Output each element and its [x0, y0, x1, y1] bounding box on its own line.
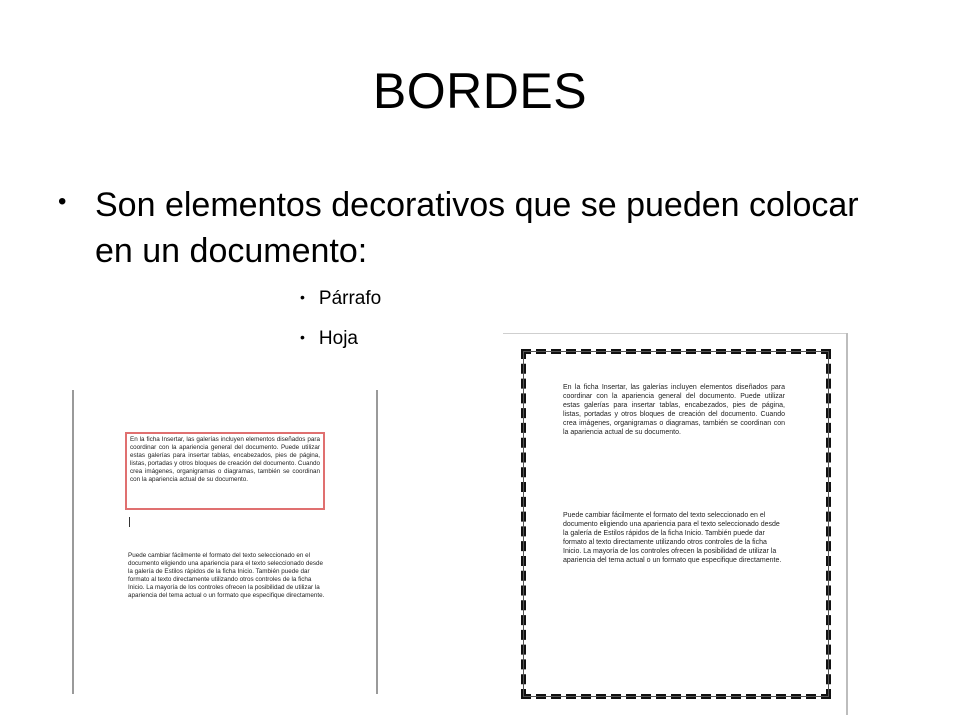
paragraph-text: En la ficha Insertar, las galerías incluyen elementos diseñados para coordinar con la apariencia general del documento. Puede utilizar estas galerías para insertar tablas, encabezados, pies de página, listas, portadas y otros bloques de creación del documento. Cuando crea imágenes, organigramas o diagramas, también se coordinan con la apariencia actual de su documento. [130, 436, 320, 484]
bordered-paragraph [125, 432, 325, 510]
sub-bullet-label: Párrafo [318, 288, 382, 309]
sub-bullet-hoja [300, 327, 358, 351]
main-bullet [58, 182, 878, 274]
text-cursor [129, 517, 130, 527]
paragraph-text: En la ficha Insertar, las galerías incluyen elementos diseñados para coordinar con la apariencia general del documento. Puede utilizar estas galerías para insertar tablas, encabezados, pies de página, listas, portadas y otros bloques de creación del documento. Cuando crea imágenes, organigramas o diagramas, también se coordinan con la apariencia actual de su documento. [563, 384, 785, 437]
paragraph-text: Puede cambiar fácilmente el formato del texto seleccionado en el documento eligiendo una apariencia para el texto seleccionado desde la galería de Estilos rápidos de la ficha Inicio. También puede dar formato al texto directamente utilizando otros controles de la ficha Inicio. La mayoría de los controles ofrecen la posibilidad de utilizar la apariencia del tema actual o un formato que especifique directamente. [128, 552, 325, 600]
page-paragraph-2 [563, 511, 785, 566]
page-paragraph-1 [563, 383, 785, 438]
page-edge-right [376, 390, 378, 694]
slide-title: BORDES [372, 63, 588, 119]
bullet-dot-icon: • [300, 289, 305, 305]
page-edge-right [846, 333, 848, 715]
plain-paragraph [128, 552, 328, 601]
sub-bullet-parrafo [300, 287, 381, 311]
paragraph-text: Puede cambiar fácilmente el formato del texto seleccionado en el documento eligiendo una apariencia para el texto seleccionado desde la galería de Estilos rápidos de la ficha Inicio. También puede dar formato al texto directamente utilizando otros controles de la ficha Inicio. La mayoría de los controles ofrecen la posibilidad de utilizar la apariencia del tema actual o un formato que especifique directamente. [563, 512, 782, 565]
bullet-dot-icon: • [58, 188, 67, 215]
paragraph-border-example [72, 390, 380, 694]
sub-bullet-label: Hoja [318, 328, 358, 349]
page-border-example [503, 333, 848, 715]
page-edge-left [72, 390, 74, 694]
main-bullet-text: Son elementos decorativos que se pueden colocar en un documento: [95, 186, 859, 270]
page-edge-top [503, 333, 848, 334]
bullet-dot-icon: • [300, 329, 305, 345]
